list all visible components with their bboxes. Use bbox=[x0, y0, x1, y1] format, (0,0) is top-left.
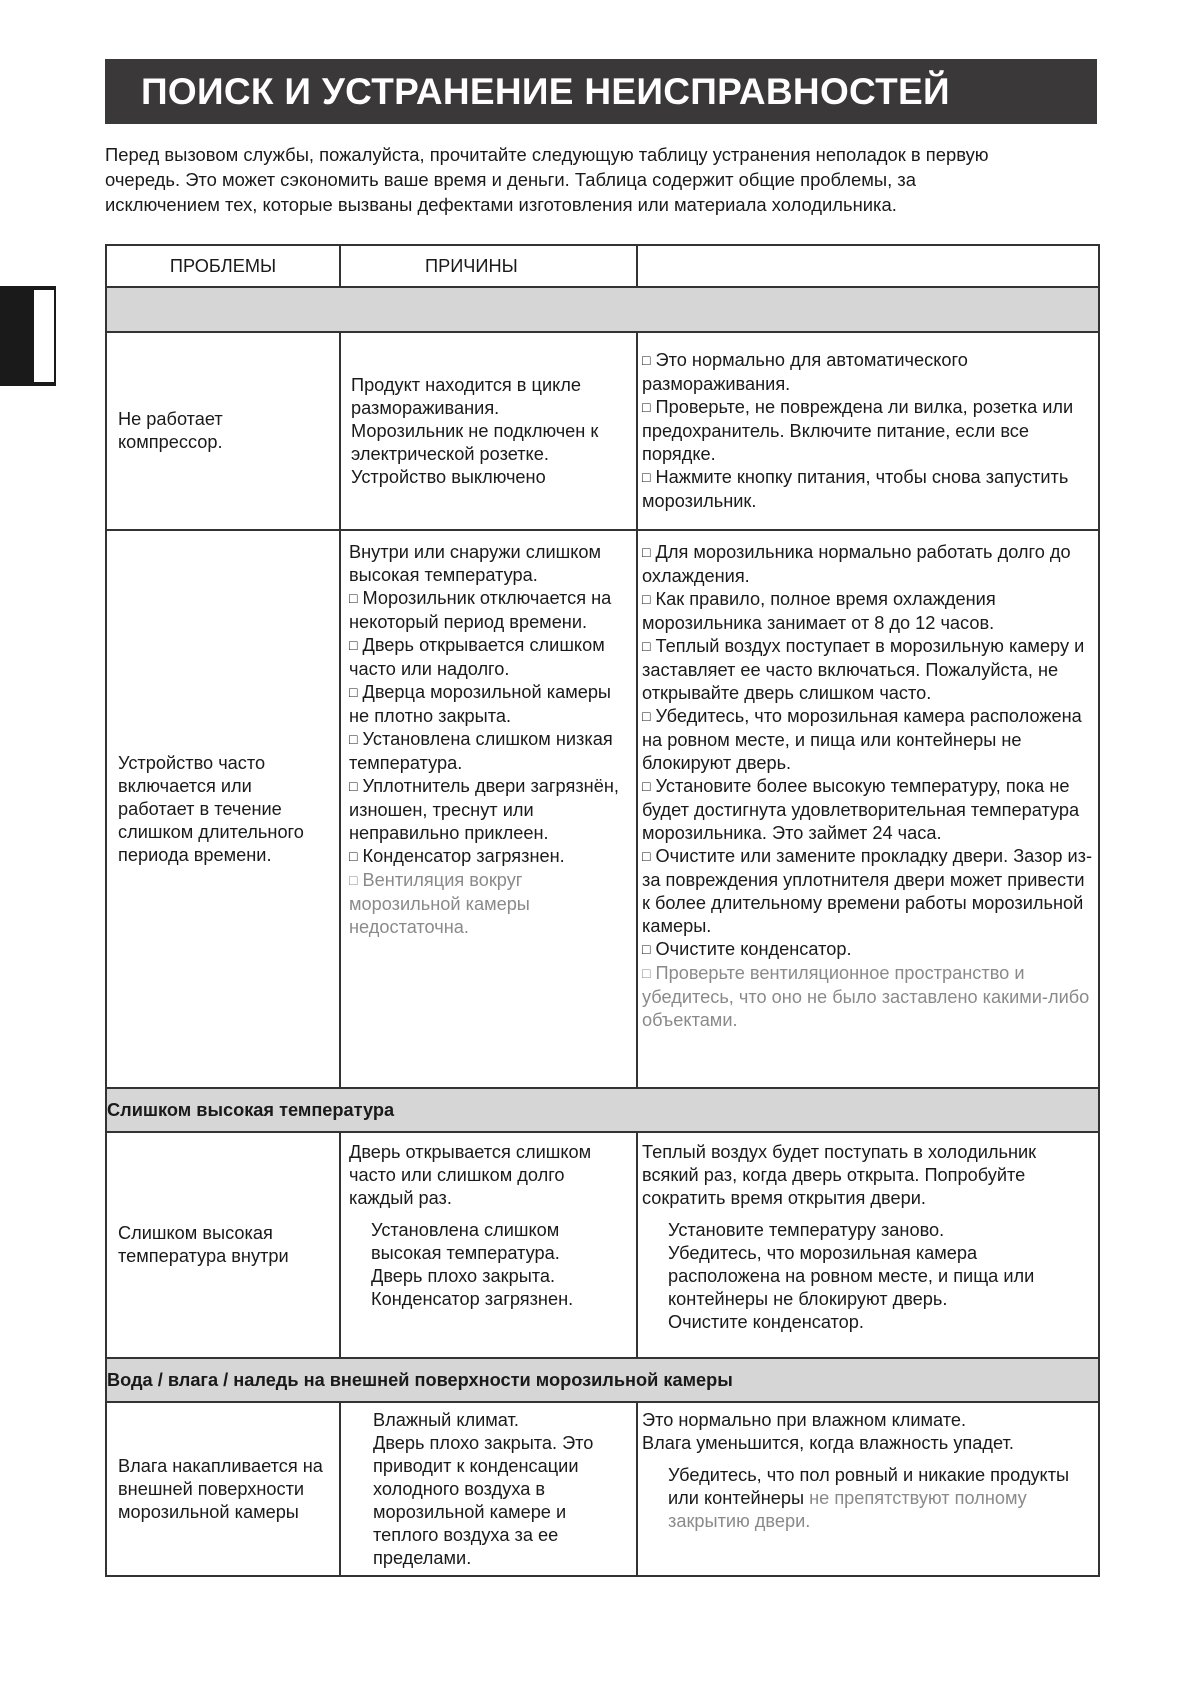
section-title: Вода / влага / наледь на внешней поверхности морозильной камеры bbox=[106, 1358, 1099, 1402]
section-band bbox=[106, 1358, 1099, 1402]
solution-cell bbox=[637, 332, 1099, 530]
table-header-row bbox=[106, 245, 1099, 287]
problem-cell bbox=[106, 530, 340, 1088]
solution-item: Это нормально при влажном климате. bbox=[642, 1410, 967, 1430]
section-title: Слишком высокая температура bbox=[106, 1088, 1099, 1132]
bullet-box-icon: □ bbox=[642, 965, 651, 981]
solution-item: Убедитесь, что пол ровный и никакие продукты или контейнеры не препятствуют полному закрытию двери. bbox=[668, 1465, 1070, 1531]
problem-text: Влага накапливается на внешней поверхности морозильной камеры bbox=[118, 1455, 323, 1522]
bullet-box-icon: □ bbox=[642, 941, 651, 957]
solution-cell bbox=[637, 1402, 1099, 1576]
section-band bbox=[106, 1088, 1099, 1132]
cause-item: Дверь плохо закрыта. Это приводит к конденсации холодного воздуха в морозильной камере и теплого воздуха за ее пределами. bbox=[373, 1433, 594, 1568]
page-title: ПОИСК И УСТРАНЕНИЕ НЕИСПРАВНОСТЕЙ bbox=[105, 59, 1097, 124]
section-edge-tab bbox=[0, 286, 56, 386]
solution-item: □ Очистите или замените прокладку двери. Зазор из-за повреждения уплотнителя двери может привести к более длительному времени работы морозильной камеры. bbox=[642, 846, 1093, 936]
cause-item: Конденсатор загрязнен. bbox=[371, 1289, 574, 1309]
intro-line: очередь. Это может сэкономить ваше время и деньги. Таблица содержит общие проблемы, за bbox=[105, 169, 916, 190]
header-solutions bbox=[637, 245, 1099, 287]
header-causes: ПРИЧИНЫ bbox=[340, 245, 637, 287]
cause-item: Продукт находится в цикле размораживания. bbox=[351, 374, 581, 418]
solution-item: □ Очистите конденсатор. bbox=[642, 939, 852, 959]
cause-item: □ Установлена слишком низкая температура. bbox=[349, 729, 613, 773]
solution-text-muted: не препятствуют полному закрытию двери. bbox=[668, 1488, 1027, 1531]
cause-cell bbox=[340, 530, 637, 1088]
cause-cell bbox=[340, 1132, 637, 1358]
bullet-box-icon: □ bbox=[349, 731, 358, 747]
header-problems: ПРОБЛЕМЫ bbox=[106, 245, 340, 287]
bullet-box-icon: □ bbox=[642, 544, 651, 560]
table-row bbox=[106, 332, 1099, 530]
bullet-box-icon: □ bbox=[642, 638, 651, 654]
bullet-box-icon: □ bbox=[642, 778, 651, 794]
solution-cell bbox=[637, 1132, 1099, 1358]
solution-item: □ Убедитесь, что морозильная камера расположена на ровном месте, и пища или контейнеры не блокируют дверь. bbox=[642, 706, 1082, 773]
solution-item: □ Для морозильника нормально работать долго до охлаждения. bbox=[642, 542, 1071, 586]
problem-cell bbox=[106, 332, 340, 530]
bullet-box-icon: □ bbox=[642, 352, 651, 368]
bullet-box-icon: □ bbox=[349, 848, 358, 864]
problem-cell bbox=[106, 1132, 340, 1358]
bullet-box-icon: □ bbox=[349, 872, 358, 888]
bullet-box-icon: □ bbox=[349, 637, 358, 653]
solution-item: □ Теплый воздух поступает в морозильную камеру и заставляет ее часто включаться. Пожалуйста, не открывайте дверь слишком часто. bbox=[642, 636, 1085, 703]
solution-cell bbox=[637, 530, 1099, 1088]
cause-item: Влажный климат. bbox=[373, 1410, 519, 1430]
problem-text: Слишком высокая температура внутри bbox=[118, 1223, 289, 1266]
solution-item: Установите температуру заново. bbox=[668, 1220, 945, 1240]
solution-item: Теплый воздух будет поступать в холодильник всякий раз, когда дверь открыта. Попробуйте сократить время открытия двери. bbox=[642, 1142, 1037, 1208]
bullet-box-icon: □ bbox=[349, 778, 358, 794]
section-edge-tab-notch bbox=[34, 290, 54, 382]
solution-item: □ Проверьте, не повреждена ли вилка, розетка или предохранитель. Включите питание, если все порядке. bbox=[642, 397, 1074, 464]
cause-item: Дверь плохо закрыта. bbox=[371, 1266, 556, 1286]
solution-item-muted: □ Проверьте вентиляционное пространство и убедитесь, что оно не было заставлено какими-либо объектами. bbox=[642, 963, 1090, 1030]
solution-item: □ Установите более высокую температуру, пока не будет достигнута удовлетворительная температура морозильника. Это займет 24 часа. bbox=[642, 776, 1080, 843]
table-row bbox=[106, 1132, 1099, 1358]
bullet-box-icon: □ bbox=[642, 399, 651, 415]
bullet-box-icon: □ bbox=[349, 590, 358, 606]
table-row bbox=[106, 530, 1099, 1088]
cause-cell bbox=[340, 332, 637, 530]
bullet-box-icon: □ bbox=[642, 848, 651, 864]
solution-item: □ Нажмите кнопку питания, чтобы снова запустить морозильник. bbox=[642, 467, 1069, 511]
section-band-empty bbox=[106, 287, 1099, 332]
bullet-box-icon: □ bbox=[642, 469, 651, 485]
intro-line: исключением тех, которые вызваны дефектами изготовления или материала холодильника. bbox=[105, 194, 897, 215]
cause-item: □ Дверца морозильной камеры не плотно закрыта. bbox=[349, 682, 612, 726]
cause-item: Установлена слишком высокая температура. bbox=[371, 1220, 560, 1263]
cause-item: Устройство выключено bbox=[351, 466, 546, 487]
solution-item: Влага уменьшится, когда влажность упадет. bbox=[642, 1433, 1014, 1453]
solution-item: □ Это нормально для автоматического размораживания. bbox=[642, 350, 968, 394]
intro-line: Перед вызовом службы, пожалуйста, прочитайте следующую таблицу устранения неполадок в первую bbox=[105, 144, 989, 165]
bullet-box-icon: □ bbox=[349, 684, 358, 700]
table-row bbox=[106, 1402, 1099, 1576]
solution-item: Очистите конденсатор. bbox=[668, 1312, 864, 1332]
cause-item: □ Уплотнитель двери загрязнён, изношен, треснут или неправильно приклеен. bbox=[349, 776, 619, 843]
cause-item: Дверь открывается слишком часто или слишком долго каждый раз. bbox=[349, 1142, 592, 1208]
solution-item: □ Как правило, полное время охлаждения морозильника занимает от 8 до 12 часов. bbox=[642, 589, 996, 633]
section-band-cell bbox=[106, 287, 1099, 332]
cause-item: □ Дверь открывается слишком часто или надолго. bbox=[349, 635, 605, 679]
problem-text: Устройство часто включается или работает в течение слишком длительного периода времени. bbox=[118, 752, 304, 865]
cause-item-muted: □ Вентиляция вокруг морозильной камеры недостаточна. bbox=[349, 870, 530, 937]
troubleshooting-table bbox=[105, 244, 1100, 1577]
cause-item: □ Морозильник отключается на некоторый период времени. bbox=[349, 588, 612, 632]
intro-paragraph bbox=[105, 142, 1095, 217]
solution-item: Убедитесь, что морозильная камера расположена на ровном месте, и пища или контейнеры не блокируют дверь. bbox=[668, 1243, 1035, 1309]
cause-item: Внутри или снаружи слишком высокая температура. bbox=[349, 542, 601, 585]
bullet-box-icon: □ bbox=[642, 591, 651, 607]
cause-item: Морозильник не подключен к электрической розетке. bbox=[351, 420, 599, 464]
problem-text: Не работает компрессор. bbox=[118, 409, 223, 452]
cause-cell bbox=[340, 1402, 637, 1576]
bullet-box-icon: □ bbox=[642, 708, 651, 724]
cause-item: □ Конденсатор загрязнен. bbox=[349, 846, 565, 866]
problem-cell bbox=[106, 1402, 340, 1576]
